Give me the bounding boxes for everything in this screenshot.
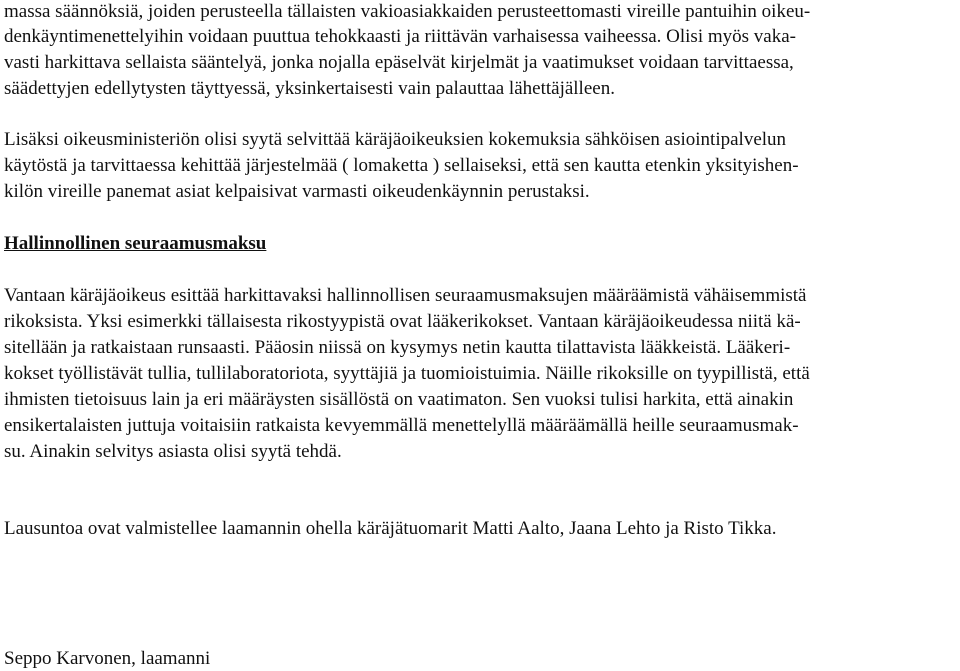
- text-line: Lisäksi oikeusministeriön olisi syytä selvittää käräjäoikeuksien kokemuksia sähköisen asiointipalvelun: [4, 129, 787, 150]
- preparers-statement: Lausuntoa ovat valmistellee laamannin ohella käräjätuomarit Matti Aalto, Jaana Lehto ja Risto Tikka.: [4, 518, 777, 539]
- text-line: massa säännöksiä, joiden perusteella tällaisten vakioasiakkaiden perusteettomasti vireille pantuihin oikeu-: [4, 1, 811, 22]
- text-line: ensikertalaisten juttuja voitaisiin ratkaista kevyemmällä menettelyllä määräämällä heille seuraamusmak-: [4, 415, 799, 436]
- signature: Seppo Karvonen, laamanni: [4, 648, 211, 669]
- text-line: käytöstä ja tarvittaessa kehittää järjestelmää ( lomaketta ) sellaiseksi, että sen kautta etenkin yksityishen-: [4, 155, 799, 176]
- text-line: vasti harkittava sellaista sääntelyä, jonka nojalla epäselvät kirjelmät ja vaatimukset voidaan tarvittaessa,: [4, 52, 794, 73]
- text-line: rikoksista. Yksi esimerkki tällaisesta rikostyypistä ovat lääkerikokset. Vantaan käräjäoikeudessa niitä kä-: [4, 311, 801, 332]
- section-heading: Hallinnollinen seuraamusmaksu: [4, 233, 267, 254]
- text-line: denkäyntimenettelyihin voidaan puuttua tehokkaasti ja riittävän varhaisessa vaiheessa. Olisi myös vaka-: [4, 26, 796, 47]
- text-line: säädettyjen edellytysten täyttyessä, yksinkertaisesti vain palauttaa lähettäjälleen.: [4, 78, 615, 99]
- text-line: Vantaan käräjäoikeus esittää harkittavaksi hallinnollisen seuraamusmaksujen määräämistä vähäisemmistä: [4, 285, 807, 306]
- text-line: kilön vireille panemat asiat kelpaisivat varmasti oikeudenkäynnin perustaksi.: [4, 181, 590, 202]
- text-line: su. Ainakin selvitys asiasta olisi syytä tehdä.: [4, 441, 342, 462]
- text-line: ihmisten tietoisuus lain ja eri määräysten sisällöstä on vaatimaton. Sen vuoksi tulisi harkita, että ainakin: [4, 389, 794, 410]
- text-line: kokset työllistävät tullia, tullilaboratoriota, syyttäjiä ja tuomioistuimia. Näille rikoksille on tyypillistä, että: [4, 363, 810, 384]
- text-line: sitellään ja ratkaistaan runsaasti. Pääosin niissä on kysymys netin kautta tilattavista lääkkeistä. Lääkeri-: [4, 337, 791, 358]
